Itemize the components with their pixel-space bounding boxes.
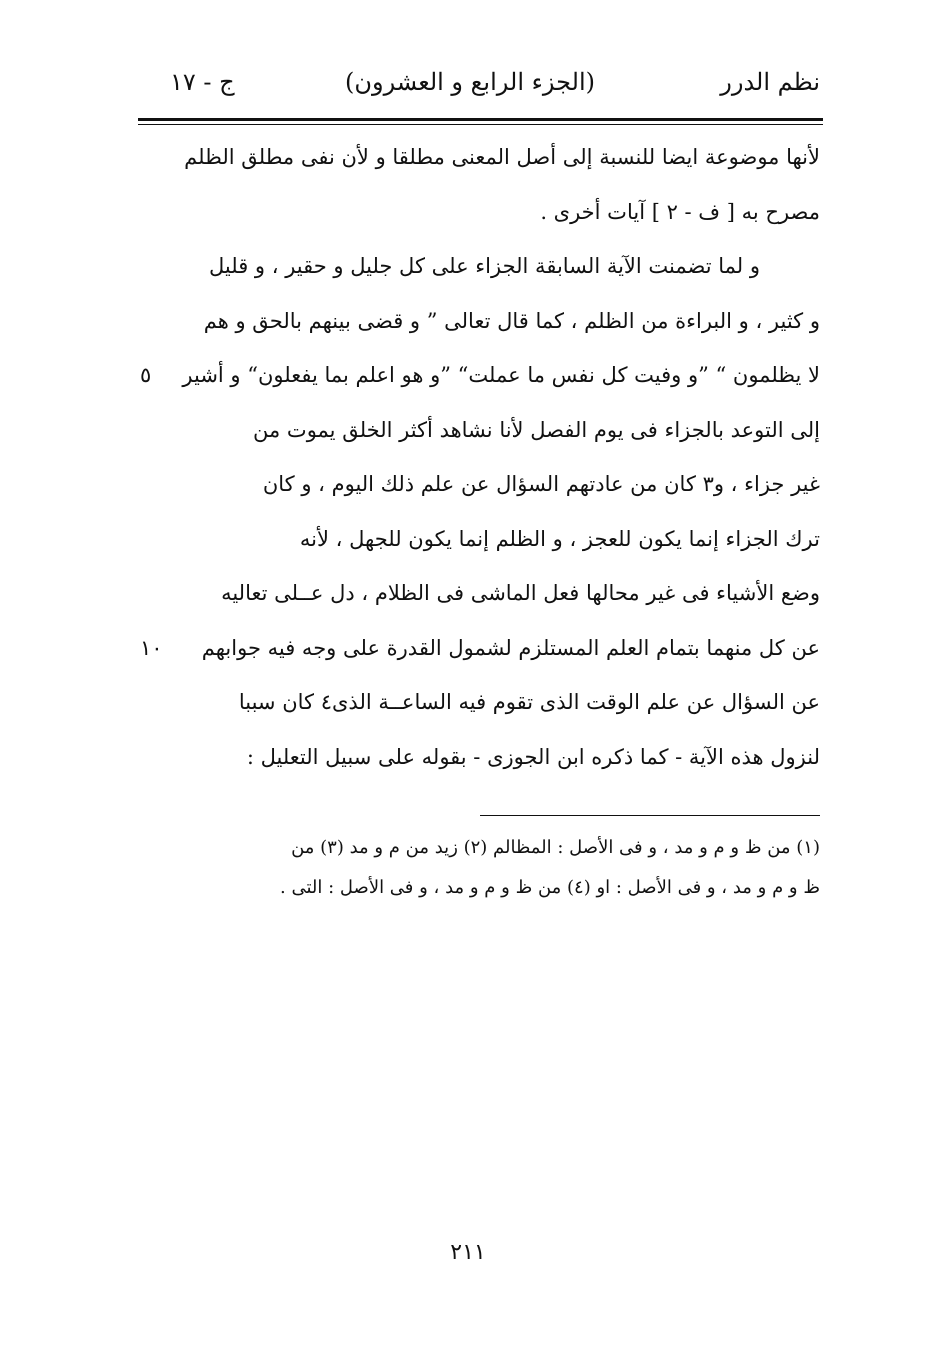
line-number-10: ١٠ [140, 635, 163, 660]
chapter-reference: ج - ١٧ [170, 68, 235, 96]
running-header [160, 68, 820, 108]
text-line: إلى التوعد بالجزاء فى يوم الفصل لأنا نشاهد أكثر الخلق يموت من [253, 417, 820, 442]
header-rule-thin [138, 124, 823, 125]
text-line: لا يظلمون “ ”و وفيت كل نفس ما عملت“ ”و هو اعلم بما يفعلون“ و أشير [182, 363, 820, 387]
footnote-line: ظ و م و مد ، و فى الأصل : او (٤) من ظ و م و مد ، و فى الأصل : التى . [280, 877, 820, 898]
text-line: مصرح به [ ف - ٢ ] آيات أخرى . [540, 199, 820, 224]
text-line: وضع الأشياء فى غير محالها فعل الماشى فى الظلام ، دل عــلى تعاليه [221, 581, 820, 605]
footnote-rule [480, 815, 820, 816]
text-line: عن السؤال عن علم الوقت الذى تقوم فيه الساعــة الذى٤ كان سببا [238, 690, 820, 714]
text-line: و لما تضمنت الآية السابقة الجزاء على كل جليل و حقير ، و قليل [209, 254, 760, 278]
text-line-with-margin-number [140, 348, 820, 403]
text-line: ترك الجزاء إنما يكون للعجز ، و الظلم إنما يكون للجهل ، لأنه [299, 526, 820, 551]
footnote-line: (١) من ظ و م و مد ، و فى الأصل : المظالم (٢) زيد من م و مد (٣) من [291, 837, 820, 858]
text-line: لنزول هذه الآية - كما ذكره ابن الجوزى - بقوله على سبيل التعليل : [246, 744, 820, 769]
footnotes [160, 828, 820, 908]
text-line: لأنها موضوعة ايضا للنسبة إلى أصل المعنى مطلقا و لأن نفى مطلق الظلم [184, 145, 820, 169]
header-rule-thick [138, 118, 823, 121]
part-title: (الجزء الرابع و العشرون) [345, 68, 595, 96]
text-line: و كثير ، و البراءة من الظلم ، كما قال تعالى ” و قضى بينهم بالحق و هم [203, 308, 820, 333]
line-number-5: ٥ [140, 363, 152, 387]
text-line: غير جزاء ، و٣ كان من عادتهم السؤال عن علم ذلك اليوم ، و كان [262, 472, 820, 496]
body-text [140, 130, 820, 784]
text-line-with-margin-number [140, 621, 820, 676]
text-line: عن كل منهما بتمام العلم المستلزم لشمول القدرة على وجه فيه جوابهم [201, 635, 820, 660]
book-title: نظم الدرر [720, 68, 820, 96]
page-number: ٢١١ [450, 1240, 486, 1265]
